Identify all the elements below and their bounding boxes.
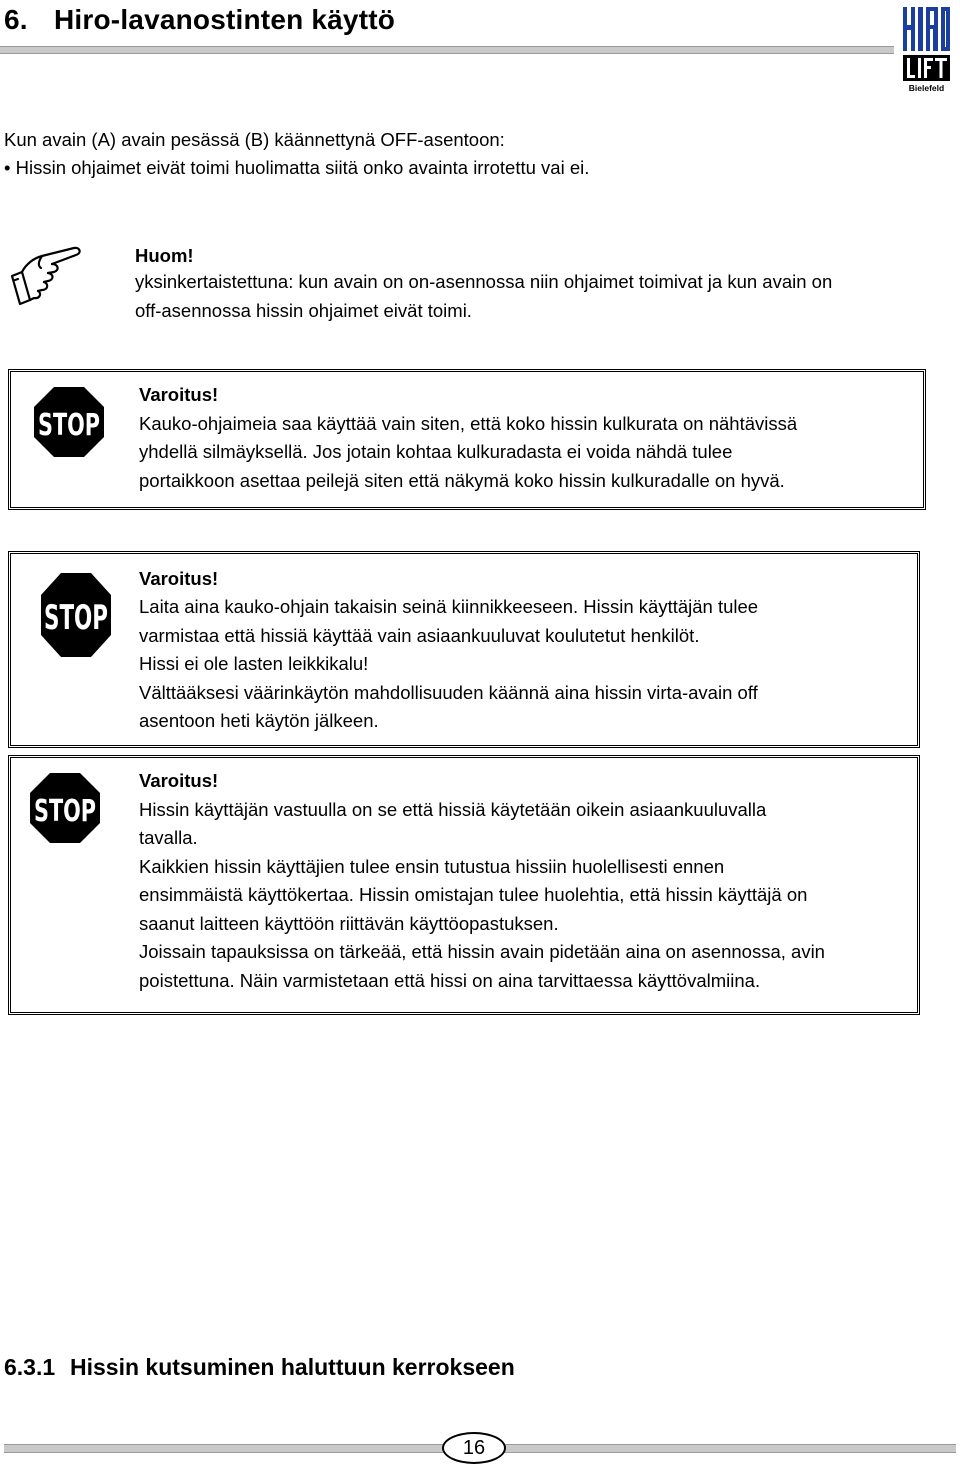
warning-line: yhdellä silmäyksellä. Jos jotain kohtaa kulkuradasta ei voida nähdä tulee [139,441,733,462]
footer-rule-left [4,1444,446,1453]
warning-line: poistettuna. Näin varmistetaan että hissi on aina tarvittaessa käyttövalmiina. [139,970,761,991]
footer-rule-right [502,1444,956,1453]
warning-heading: Varoitus! [139,384,219,405]
svg-text:STOP: STOP [34,794,96,829]
warning-line: Hissi ei ole lasten leikkikalu! [139,653,369,674]
stop-sign-icon [29,772,101,844]
stop-sign-icon [40,572,112,658]
warning-line: varmistaa että hissiä käyttää vain asiaankuuluvat koulutetut henkilöt. [139,625,700,646]
warning-line: ensimmäistä käyttökertaa. Hissin omistajan tulee huolehtia, että hissin käyttäjä on [139,884,808,905]
warning-line: Joissain tapauksissa on tärkeää, että hissin avain pidetään aina on asennossa, avin [139,941,825,962]
note-line: off-asennossa hissin ohjaimet eivät toimi. [135,300,472,321]
warning-line: Kaikkien hissin käyttäjien tulee ensin tutustua hissiin huolellisesti ennen [139,856,725,877]
warning-line: saanut laitteen käyttöön riittävän käyttöopastuksen. [139,913,559,934]
section-number: 6. [4,4,28,35]
warning-line: asentoon heti käytön jälkeen. [139,710,379,731]
subsection-title [4,1354,515,1381]
stop-sign-icon [33,386,105,458]
warning-line: Välttääksesi väärinkäytön mahdollisuuden käännä aina hissin virta-avain off [139,682,758,703]
page-number: 16 [442,1432,506,1464]
subsection-title-text: Hissin kutsuminen haluttuun kerrokseen [70,1354,515,1380]
warning-heading: Varoitus! [139,568,219,589]
svg-text:STOP: STOP [44,598,108,638]
intro-bullet: • Hissin ohjaimet eivät toimi huolimatta siitä onko avainta irrotettu vai ei. [4,157,590,178]
intro-line: Kun avain (A) avain pesässä (B) käännettynä OFF-asentoon: [4,129,505,150]
svg-text:STOP: STOP [38,408,100,443]
section-title: Hiro-lavanostinten käyttö [54,4,396,35]
subsection-number: 6.3.1 [4,1354,56,1380]
hiro-lift-logo [898,3,954,93]
warning-line: Hissin käyttäjän vastuulla on se että hissiä käytetään oikein asiaankuuluvalla [139,799,767,820]
warning-line: Kauko-ohjaimeia saa käyttää vain siten, että koko hissin kulkurata on nähtävissä [139,413,798,434]
note-heading: Huom! [135,245,194,266]
page-title [4,4,395,36]
warning-heading: Varoitus! [139,770,219,791]
warning-line: portaikkoon asettaa peilejä siten että näkymä koko hissin kulkuradalle on hyvä. [139,470,785,491]
pointing-hand-icon [8,242,84,310]
warning-line: tavalla. [139,827,198,848]
note-line: yksinkertaistettuna: kun avain on on-asennossa niin ohjaimet toimivat ja kun avain on [135,271,833,292]
warning-line: Laita aina kauko-ohjain takaisin seinä kiinnikkeeseen. Hissin käyttäjän tulee [139,596,759,617]
header-rule [0,46,894,54]
logo-city-text: Bielefeld [908,83,945,93]
